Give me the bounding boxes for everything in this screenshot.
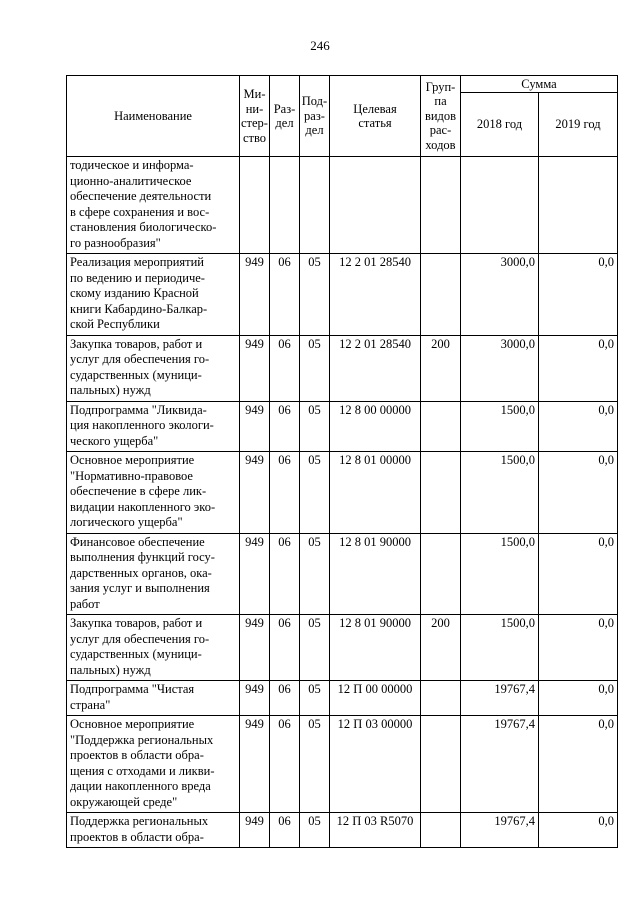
row-name-line: обеспечение в сфере лик- — [70, 484, 207, 498]
row-name-line: Закупка товаров, работ и — [70, 616, 203, 630]
row-name-line: по ведению и периодиче- — [70, 270, 205, 285]
cell-target: 12 8 01 90000 — [330, 615, 421, 681]
row-name-line: страна" — [70, 697, 111, 712]
cell-ministry: 949 — [240, 533, 270, 615]
row-name-line: зания услуг и выполнения — [70, 581, 210, 595]
cell-y2018: 1500,0 — [461, 401, 539, 452]
table-row — [67, 157, 618, 254]
cell-y2018 — [461, 157, 539, 254]
cell-ministry: 949 — [240, 452, 270, 534]
cell-y2018: 19767,4 — [461, 681, 539, 716]
cell-target: 12 8 01 00000 — [330, 452, 421, 534]
row-name — [67, 157, 240, 254]
cell-section: 06 — [270, 813, 300, 848]
cell-y2019: 0,0 — [539, 452, 618, 534]
cell-section — [270, 157, 300, 254]
row-name-line: дарственных органов, ока- — [70, 565, 212, 580]
cell-ministry: 949 — [240, 716, 270, 813]
cell-y2018: 1500,0 — [461, 452, 539, 534]
row-name-line: видации накопленного эко- — [70, 499, 216, 514]
cell-section: 06 — [270, 254, 300, 336]
cell-group — [421, 681, 461, 716]
header-subsection: Под- раз- дел — [300, 76, 330, 157]
cell-subsection: 05 — [300, 615, 330, 681]
row-name-line: пальных) нужд — [70, 383, 151, 397]
cell-subsection: 05 — [300, 716, 330, 813]
cell-group — [421, 452, 461, 534]
row-name-line: "Поддержка региональных — [70, 732, 214, 747]
table-row — [67, 681, 618, 716]
row-name-line: выполнения функций госу- — [70, 550, 215, 564]
row-name-line: обеспечение деятельности — [70, 189, 212, 203]
cell-y2019: 0,0 — [539, 254, 618, 336]
row-name-line: скому изданию Красной — [70, 286, 199, 300]
cell-y2018: 19767,4 — [461, 716, 539, 813]
row-name-line: становления биологическо- — [70, 220, 217, 234]
cell-section: 06 — [270, 452, 300, 534]
cell-y2018: 19767,4 — [461, 813, 539, 848]
header-year-2018: 2018 год — [461, 93, 539, 157]
cell-y2019: 0,0 — [539, 335, 618, 401]
cell-ministry: 949 — [240, 401, 270, 452]
cell-group — [421, 813, 461, 848]
row-name-line: тодическое и информа- — [70, 158, 194, 172]
header-target: Целевая статья — [330, 76, 421, 157]
header-name: Наименование — [67, 76, 240, 157]
row-name-line: дации накопленного вреда — [70, 779, 211, 793]
table-row — [67, 716, 618, 813]
row-name — [67, 335, 240, 401]
row-name-line: логического ущерба" — [70, 515, 183, 529]
cell-y2019: 0,0 — [539, 401, 618, 452]
cell-section: 06 — [270, 615, 300, 681]
cell-target: 12 2 01 28540 — [330, 335, 421, 401]
row-name-line: в сфере сохранения и вос- — [70, 204, 210, 219]
cell-ministry: 949 — [240, 335, 270, 401]
row-name — [67, 533, 240, 615]
header-sum: Сумма — [461, 76, 618, 93]
row-name-line: Основное мероприятие — [70, 717, 195, 731]
cell-group — [421, 157, 461, 254]
row-name — [67, 401, 240, 452]
row-name — [67, 254, 240, 336]
cell-y2018: 1500,0 — [461, 615, 539, 681]
row-name-line: работ — [70, 596, 100, 611]
header-ministry: Ми- ни- стер- ство — [240, 76, 270, 157]
row-name-line: проектов в области обра- — [70, 748, 204, 762]
cell-subsection: 05 — [300, 452, 330, 534]
row-name-line: окружающей среде" — [70, 794, 178, 809]
cell-ministry — [240, 157, 270, 254]
cell-ministry: 949 — [240, 813, 270, 848]
table-row — [67, 533, 618, 615]
row-name-line: Подпрограмма "Чистая — [70, 682, 195, 696]
header-group: Груп- па видов рас- ходов — [421, 76, 461, 157]
cell-target: 12 8 00 00000 — [330, 401, 421, 452]
row-name-line: книги Кабардино-Балкар- — [70, 301, 208, 316]
row-name-line: Основное мероприятие — [70, 453, 195, 467]
cell-y2019 — [539, 157, 618, 254]
cell-y2018: 1500,0 — [461, 533, 539, 615]
row-name-line: Финансовое обеспечение — [70, 534, 205, 549]
cell-target: 12 П 00 00000 — [330, 681, 421, 716]
row-name-line: пальных) нужд — [70, 662, 151, 677]
cell-y2019: 0,0 — [539, 813, 618, 848]
row-name-line: сударственных (муници- — [70, 367, 202, 382]
row-name-line: Закупка товаров, работ и — [70, 336, 203, 351]
row-name-line: "Нормативно-правовое — [70, 468, 193, 483]
row-name-line: Поддержка региональных — [70, 814, 209, 828]
cell-subsection: 05 — [300, 401, 330, 452]
cell-y2019: 0,0 — [539, 681, 618, 716]
table-row — [67, 254, 618, 336]
cell-ministry: 949 — [240, 254, 270, 336]
row-name-line: сударственных (муници- — [70, 647, 202, 661]
table-row — [67, 452, 618, 534]
table-row — [67, 401, 618, 452]
cell-y2018: 3000,0 — [461, 254, 539, 336]
cell-section: 06 — [270, 533, 300, 615]
cell-subsection: 05 — [300, 813, 330, 848]
cell-section: 06 — [270, 716, 300, 813]
cell-ministry: 949 — [240, 615, 270, 681]
row-name-line: го разнообразия" — [70, 235, 161, 250]
cell-y2019: 0,0 — [539, 716, 618, 813]
cell-target: 12 2 01 28540 — [330, 254, 421, 336]
row-name-line: Подпрограмма "Ликвида- — [70, 402, 207, 417]
row-name — [67, 452, 240, 534]
cell-group — [421, 533, 461, 615]
cell-subsection: 05 — [300, 254, 330, 336]
cell-ministry: 949 — [240, 681, 270, 716]
cell-target: 12 П 03 00000 — [330, 716, 421, 813]
row-name — [67, 615, 240, 681]
cell-y2018: 3000,0 — [461, 335, 539, 401]
table-header — [67, 76, 618, 157]
row-name — [67, 716, 240, 813]
row-name — [67, 813, 240, 848]
header-section: Раз- дел — [270, 76, 300, 157]
cell-group — [421, 716, 461, 813]
row-name-line: услуг для обеспечения го- — [70, 631, 210, 646]
cell-group: 200 — [421, 335, 461, 401]
table-body — [67, 157, 618, 848]
row-name-line: ской Республики — [70, 317, 160, 331]
cell-section: 06 — [270, 335, 300, 401]
table-row — [67, 335, 618, 401]
header-year-2019: 2019 год — [539, 93, 618, 157]
page-number: 246 — [310, 38, 330, 53]
cell-target: 12 8 01 90000 — [330, 533, 421, 615]
cell-y2019: 0,0 — [539, 615, 618, 681]
table-row — [67, 615, 618, 681]
cell-subsection — [300, 157, 330, 254]
row-name-line: ческого ущерба" — [70, 433, 159, 448]
table-row — [67, 813, 618, 848]
cell-target — [330, 157, 421, 254]
cell-y2019: 0,0 — [539, 533, 618, 615]
row-name-line: ция накопленного экологи- — [70, 418, 214, 432]
cell-group: 200 — [421, 615, 461, 681]
row-name-line: Реализация мероприятий — [70, 255, 204, 269]
budget-table — [66, 75, 618, 848]
cell-subsection: 05 — [300, 335, 330, 401]
cell-section: 06 — [270, 401, 300, 452]
row-name — [67, 681, 240, 716]
cell-section: 06 — [270, 681, 300, 716]
row-name-line: проектов в области обра- — [70, 829, 204, 844]
row-name-line: услуг для обеспечения го- — [70, 352, 210, 366]
cell-group — [421, 254, 461, 336]
cell-group — [421, 401, 461, 452]
cell-subsection: 05 — [300, 681, 330, 716]
cell-subsection: 05 — [300, 533, 330, 615]
cell-target: 12 П 03 R5070 — [330, 813, 421, 848]
row-name-line: щения с отходами и ликви- — [70, 763, 215, 778]
row-name-line: ционно-аналитическое — [70, 173, 192, 188]
